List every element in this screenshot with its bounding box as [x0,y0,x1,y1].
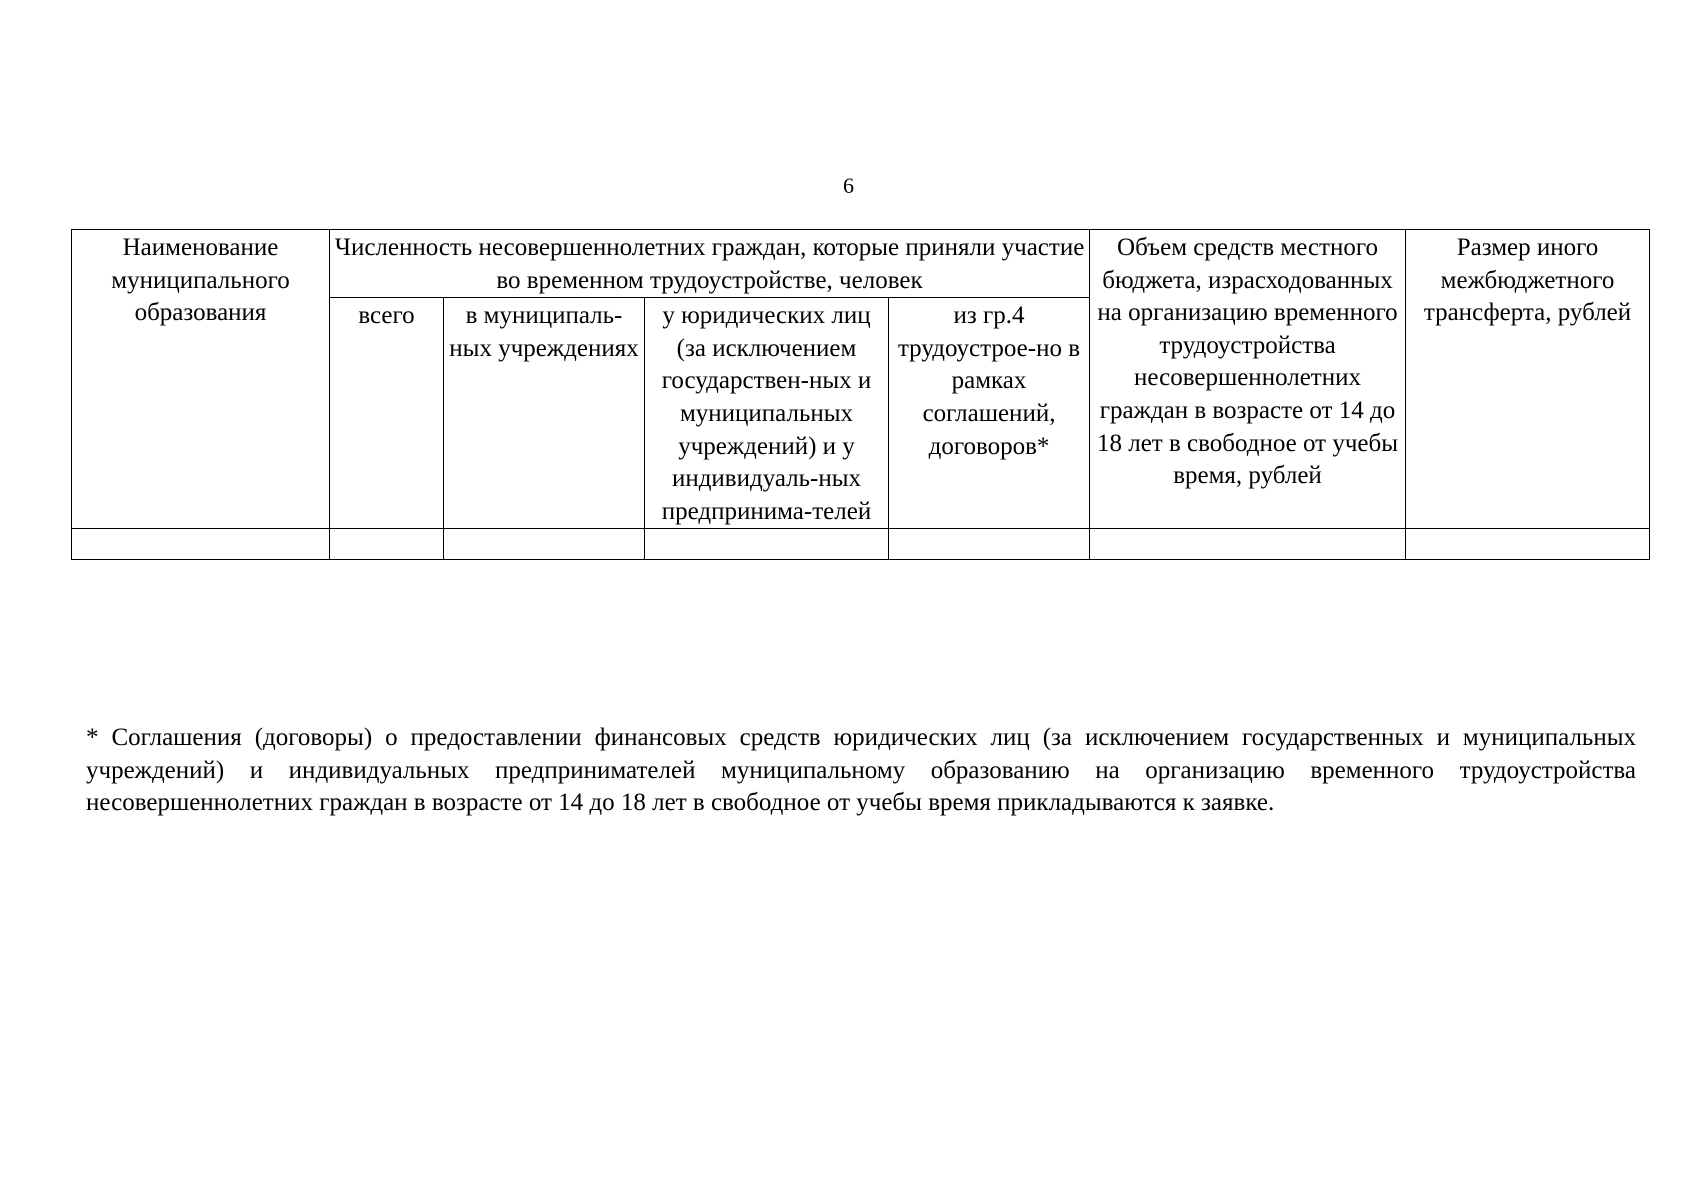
header-local-budget: Объем средств местного бюджета, израсходованных на организацию временного трудоустройства несовершеннолетних граждан в возрасте от 14 до 18 лет в свободное от учебы время, рублей [1090,230,1406,529]
table-cell [645,529,889,560]
header-municipality: Наименование муниципального образования [72,230,330,529]
table-cell [444,529,645,560]
header-municipal-institutions: в муниципаль-ных учреждениях [444,298,645,529]
table-cell [330,529,444,560]
footnote: * Соглашения (договоры) о предоставлении финансовых средств юридических лиц (за исключением государственных и муниципальных учреждений) и индивидуальных предпринимателей муниципальному образованию на организацию временного трудоустройства несовершеннолетних граждан в возрасте от 14 до 18 лет в свободное от учебы время прикладываются к заявке. [86,724,1636,817]
header-row-1 [72,230,1650,298]
table-cell [1406,529,1650,560]
page-number: 6 [843,173,854,198]
header-legal-entities: у юридических лиц (за исключением государствен-ных и муниципальных учреждений) и у индивидуаль-ных предпринима-телей [645,298,889,529]
table-cell [1090,529,1406,560]
header-total: всего [330,298,444,529]
header-under-agreements: из гр.4 трудоустрое-но в рамках соглашений, договоров* [889,298,1090,529]
table-row [72,529,1650,560]
report-table [71,229,1650,560]
table-cell [72,529,330,560]
header-transfer: Размер иного межбюджетного трансферта, рублей [1406,230,1650,529]
table-cell [889,529,1090,560]
header-count-group: Численность несовершеннолетних граждан, которые приняли участие во временном трудоустройстве, человек [330,230,1090,298]
